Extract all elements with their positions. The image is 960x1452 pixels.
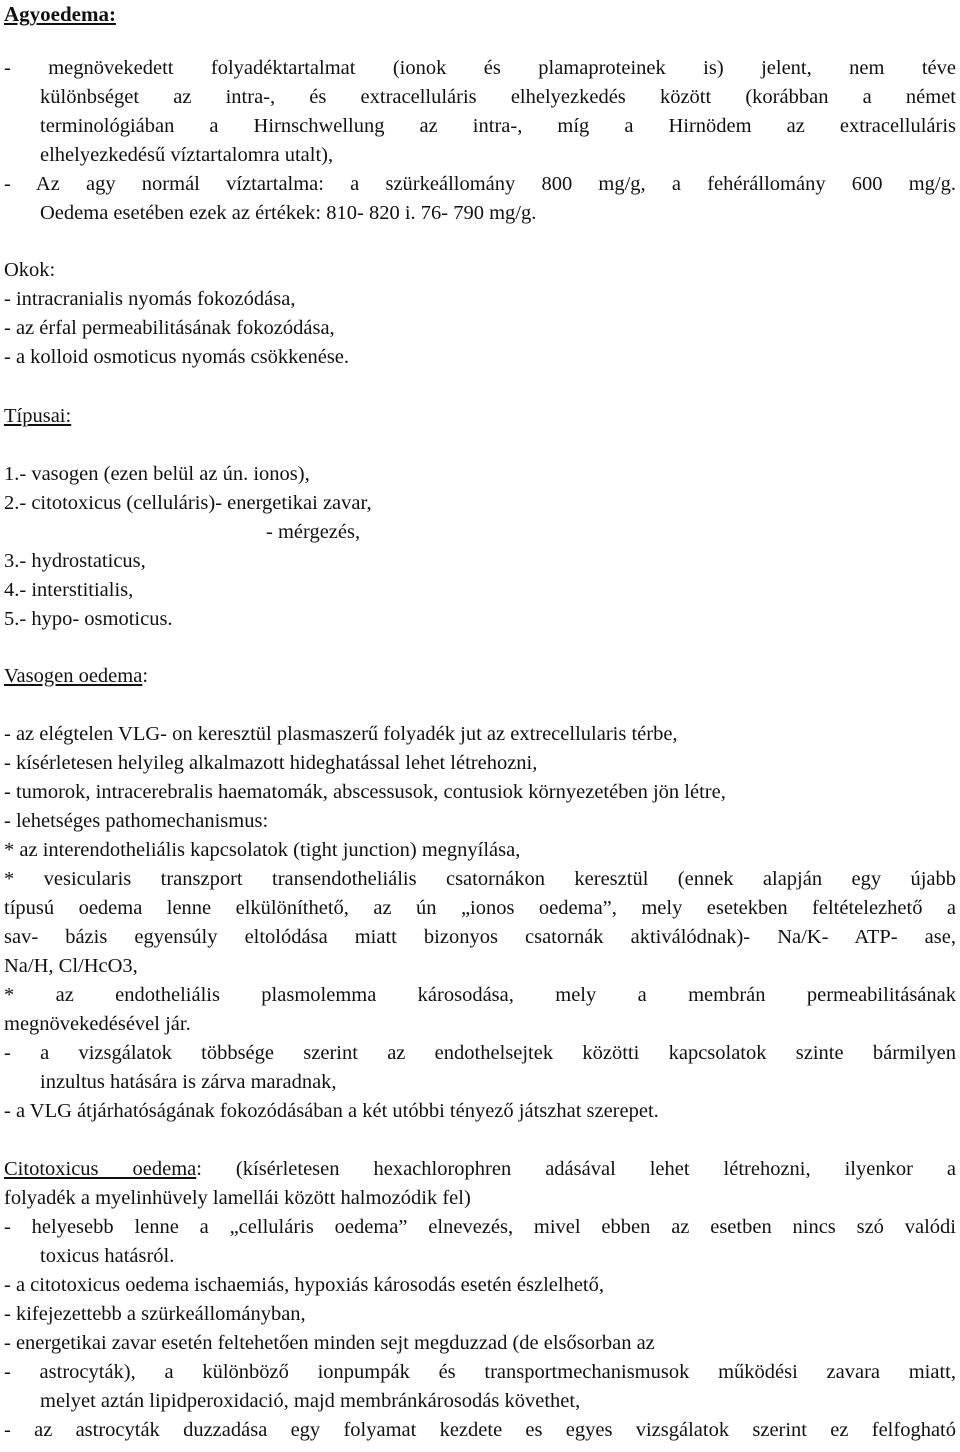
text-line: - a VLG átjárhatóságának fokozódásában a két utóbbi tényező játszhat szerepet.	[4, 1100, 659, 1122]
text-line: elhelyezkedésű víztartalomra utalt),	[40, 144, 334, 166]
text-line: - mérgezés,	[266, 521, 361, 543]
text-line: inzultus hatására is zárva maradnak,	[40, 1071, 337, 1093]
text-line: különbséget az intra-, és extracelluláris elhelyezkedés között (korábban a német	[40, 86, 956, 108]
text-line: - kifejezettebb a szürkeállományban,	[4, 1303, 306, 1325]
text-line: 2.- citotoxicus (celluláris)- energetikai zavar,	[4, 492, 372, 514]
text-line: megnövekedésével jár.	[4, 1013, 191, 1035]
text-line: - megnövekedett folyadéktartalmat (ionok és plamaproteinek is) jelent, nem téve	[4, 57, 956, 79]
text-line: - intracranialis nyomás fokozódása,	[4, 288, 296, 310]
text-line: - az érfal permeabilitásának fokozódása,	[4, 317, 335, 339]
text-line: - a vizsgálatok többsége szerint az endothelsejtek közötti kapcsolatok szinte bármilyen	[4, 1042, 956, 1064]
text-line: - kísérletesen helyileg alkalmazott hideghatással lehet létrehozni,	[4, 752, 538, 774]
text-line: - az elégtelen VLG- on keresztül plasmaszerű folyadék jut az extrecellularis térbe,	[4, 723, 678, 745]
text-line: melyet aztán lipidperoxidació, majd membránkárosodás követhet,	[40, 1390, 581, 1412]
section-heading-citotoxicus	[4, 1155, 956, 1184]
text-line: folyadék a myelinhüvely lamellái között halmozódik fel)	[4, 1187, 471, 1209]
text-line: 1.- vasogen (ezen belül az ún. ionos),	[4, 463, 310, 485]
text-line: - astrocyták), a különböző ionpumpák és transportmechanismusok működési zavara miatt,	[4, 1361, 956, 1383]
heading-colon: :	[142, 665, 149, 687]
section-heading-citotoxicus-label: Citotoxicus oedema	[4, 1158, 197, 1180]
text-line: - az astrocyták duzzadása egy folyamat kezdete es egyes vizsgálatok szerint ez felfogható	[4, 1419, 956, 1441]
text-line: 3.- hydrostaticus,	[4, 550, 146, 572]
text-line: sav- bázis egyensúly eltolódása miatt bizonyos csatornák aktiválódnak)- Na/K- ATP- ase,	[4, 926, 956, 948]
text-line: - a kolloid osmoticus nyomás csökkenése.	[4, 346, 350, 368]
text-line: * az endotheliális plasmolemma károsodása, mely a membrán permeabilitásának	[4, 984, 956, 1006]
document-title: Agyoedema:	[4, 2, 116, 26]
text-line: típusú oedema lenne elkülöníthető, az ún „ionos oedema”, mely esetekben feltételezhető a	[4, 897, 956, 919]
text-line: terminológiában a Hirnschwellung az intra-, míg a Hirnödem az extracelluláris	[40, 115, 956, 137]
text-line: Na/H, Cl/HcO3,	[4, 955, 138, 977]
text-line: - helyesebb lenne a „celluláris oedema” elnevezés, mivel ebben az esetben nincs szó valódi	[4, 1216, 956, 1238]
text-line: 4.- interstitialis,	[4, 579, 134, 601]
text-line: - tumorok, intracerebralis haematomák, abscessusok, contusiok környezetében jön létre,	[4, 781, 726, 803]
section-heading-tipusai: Típusai:	[4, 405, 72, 427]
text-line: - energetikai zavar esetén feltehetően minden sejt megduzzad (de elsősorban az	[4, 1332, 655, 1354]
text-line: - lehetséges pathomechanismus:	[4, 810, 269, 832]
text-line: Oedema esetében ezek az értékek: 810- 820 i. 76- 790 mg/g.	[40, 202, 537, 224]
heading-continuation: : (kísérletesen hexachlorophren adásával lehet létrehozni, ilyenkor a	[196, 1158, 956, 1180]
text-line: - a citotoxicus oedema ischaemiás, hypoxiás károsodás esetén észlelhető,	[4, 1274, 604, 1296]
text-line: toxicus hatásról.	[40, 1245, 175, 1267]
text-line: * vesicularis transzport transendotheliális csatornákon keresztül (ennek alapján egy újabb	[4, 868, 956, 890]
section-heading-vasogen-label: Vasogen oedema	[4, 665, 143, 687]
text-line: * az interendotheliális kapcsolatok (tight junction) megnyílása,	[4, 839, 521, 861]
text-line: - Az agy normál víztartalma: a szürkeállomány 800 mg/g, a fehérállomány 600 mg/g.	[4, 173, 956, 195]
section-heading-vasogen	[4, 662, 148, 691]
section-heading-okok: Okok:	[4, 259, 56, 281]
text-line: 5.- hypo- osmoticus.	[4, 608, 173, 630]
